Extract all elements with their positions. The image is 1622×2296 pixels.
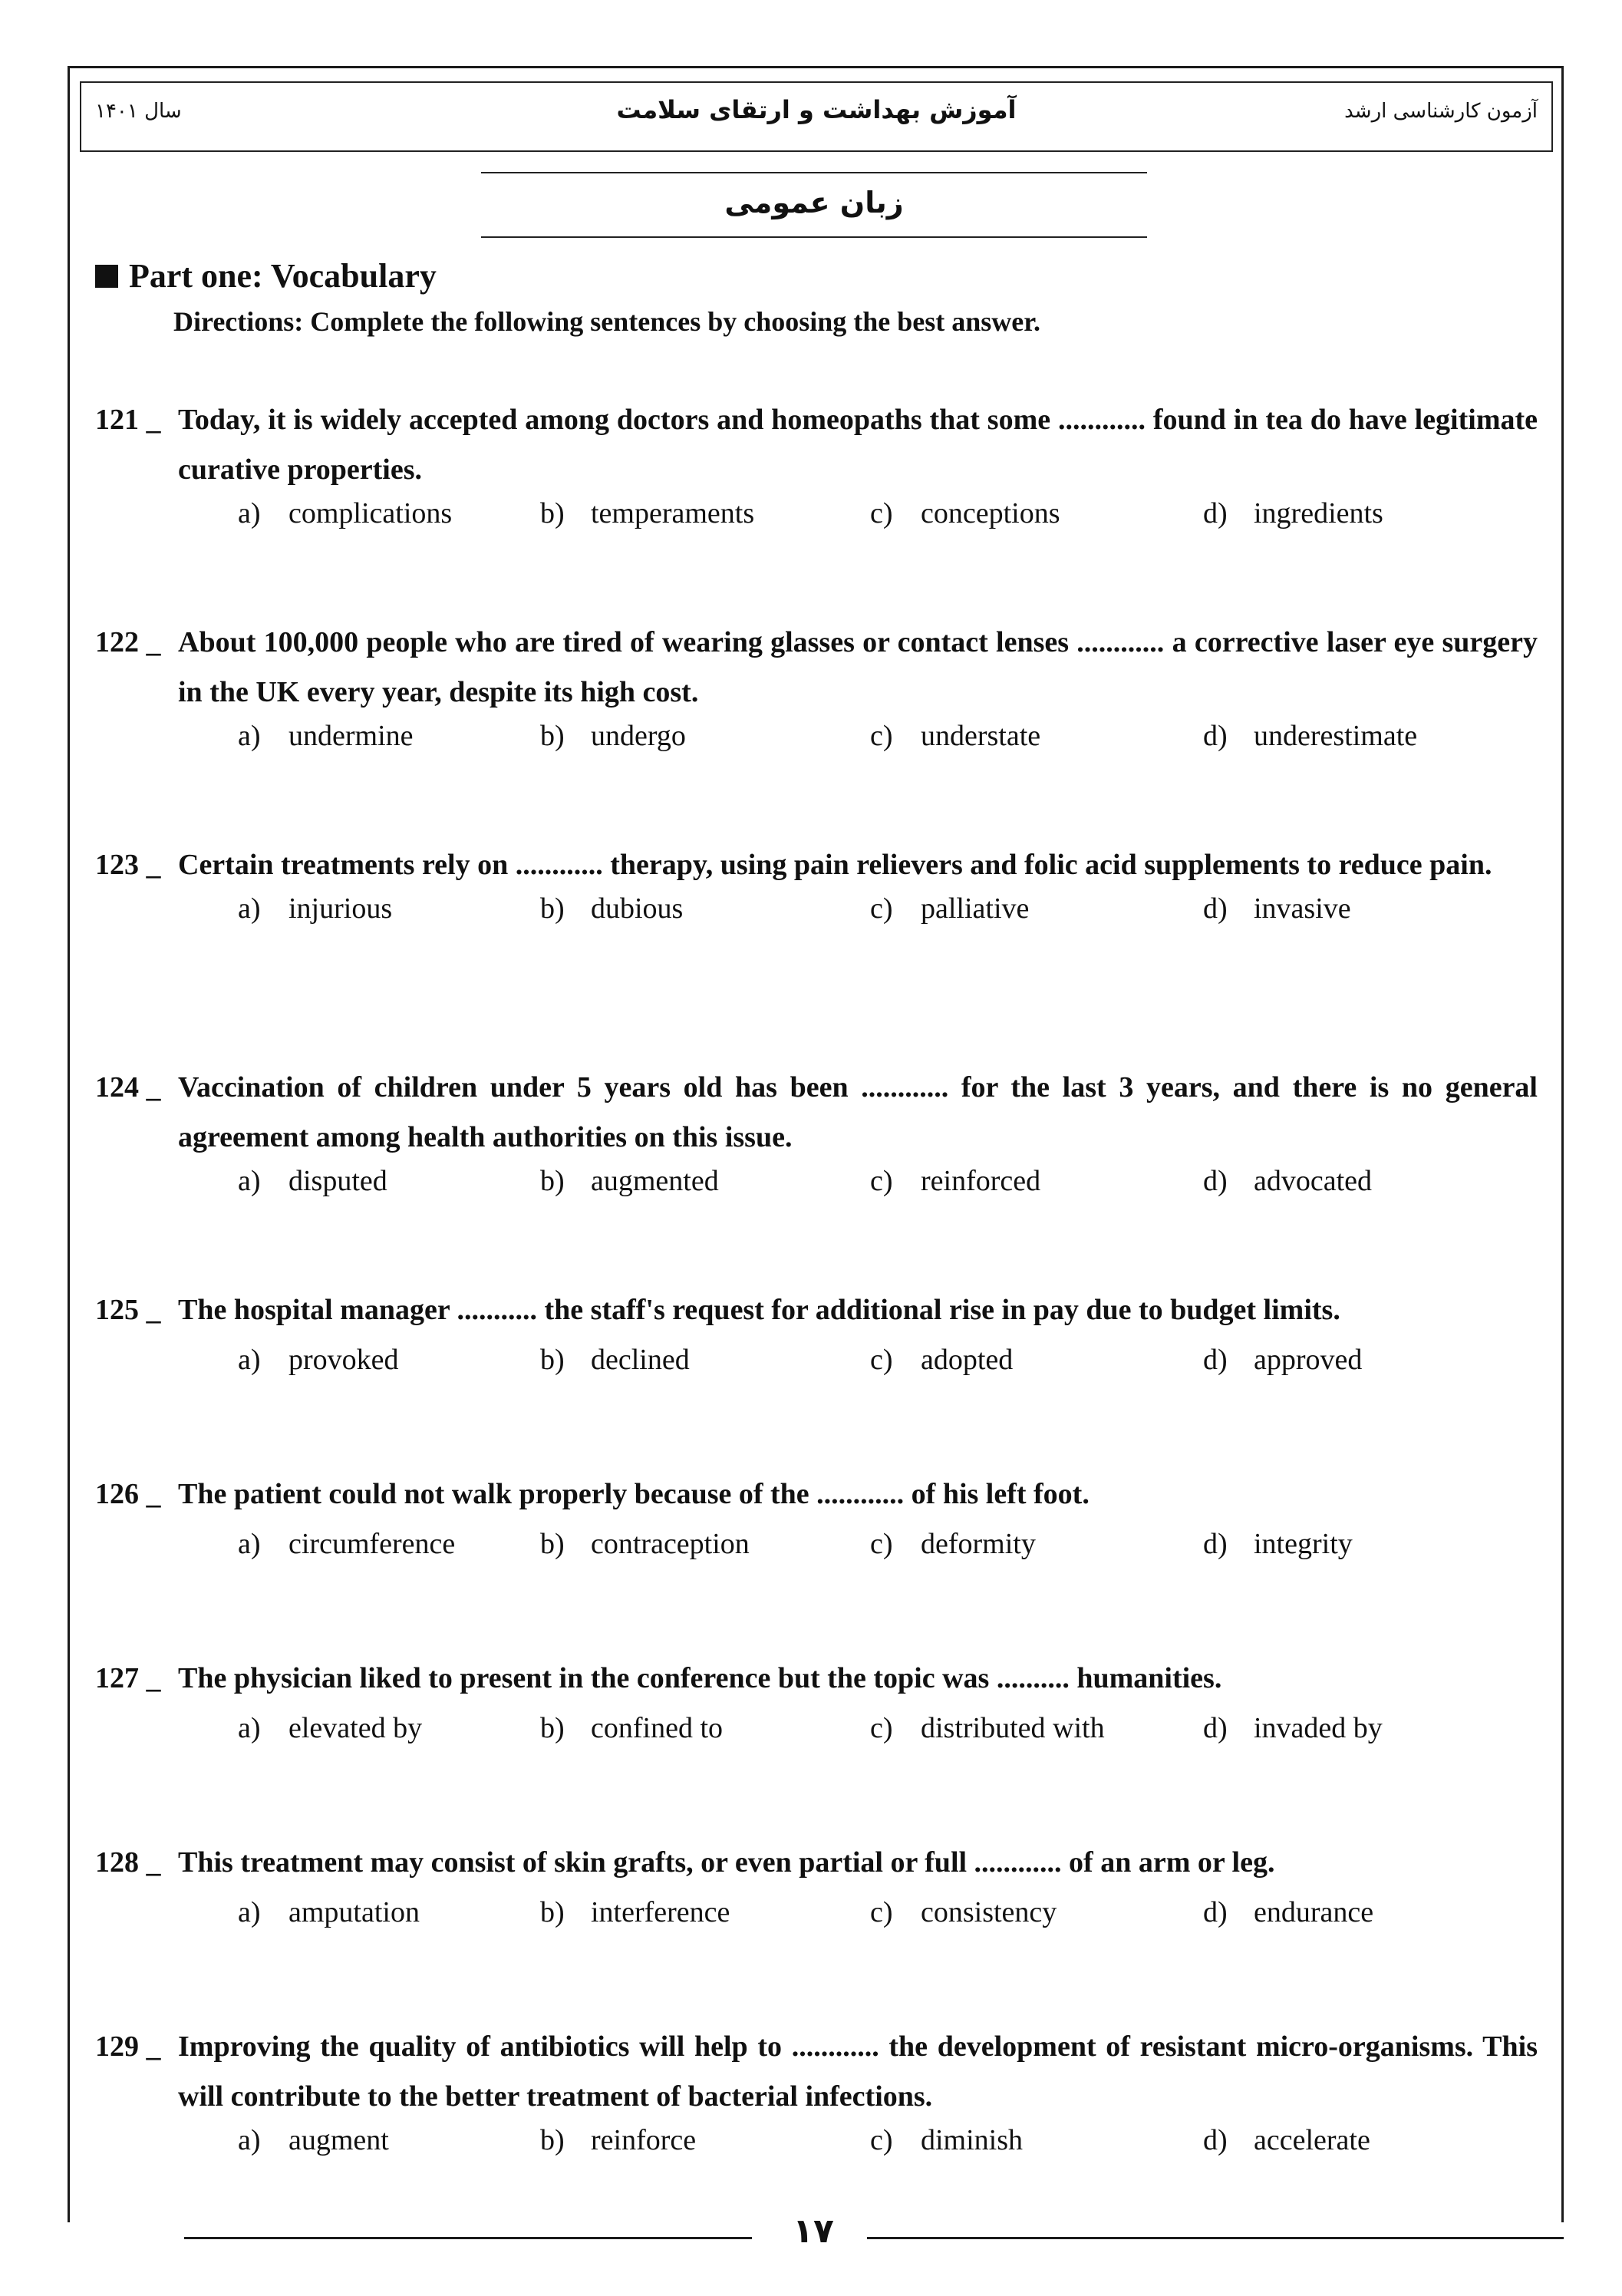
option-a[interactable] bbox=[238, 496, 452, 530]
option-text: conceptions bbox=[921, 497, 1060, 529]
option-letter: a) bbox=[238, 1528, 261, 1560]
option-c[interactable] bbox=[870, 1343, 1013, 1377]
option-letter: b) bbox=[540, 1896, 565, 1928]
options-row bbox=[95, 496, 1538, 535]
question-stem bbox=[95, 1838, 1538, 1888]
question-text: Today, it is widely accepted among doctors and homeopaths that some ............ found in tea do have legitimate curative properties. bbox=[178, 404, 1538, 486]
option-letter: a) bbox=[238, 1344, 261, 1376]
option-d[interactable] bbox=[1203, 1343, 1362, 1377]
footer-rule-left bbox=[184, 2237, 752, 2239]
question-stem bbox=[95, 1063, 1538, 1163]
options-row bbox=[95, 2123, 1538, 2162]
option-letter: c) bbox=[870, 1712, 893, 1744]
option-c[interactable] bbox=[870, 1711, 1105, 1745]
option-text: dubious bbox=[591, 892, 684, 925]
question-128 bbox=[95, 1838, 1538, 1934]
option-text: understate bbox=[921, 720, 1041, 752]
option-letter: c) bbox=[870, 1896, 893, 1928]
option-text: integrity bbox=[1254, 1528, 1353, 1560]
option-c[interactable] bbox=[870, 719, 1040, 753]
part-heading bbox=[95, 256, 437, 295]
option-letter: c) bbox=[870, 1528, 893, 1560]
question-number: 126 _ bbox=[95, 1478, 161, 1510]
option-letter: a) bbox=[238, 892, 261, 925]
option-d[interactable] bbox=[1203, 1164, 1372, 1198]
option-b[interactable] bbox=[540, 2123, 696, 2157]
option-text: injurious bbox=[288, 892, 393, 925]
option-letter: d) bbox=[1203, 892, 1228, 925]
option-b[interactable] bbox=[540, 892, 683, 925]
option-letter: d) bbox=[1203, 720, 1228, 752]
option-text: declined bbox=[591, 1344, 690, 1376]
question-126 bbox=[95, 1470, 1538, 1565]
option-text: invaded by bbox=[1254, 1712, 1383, 1744]
option-c[interactable] bbox=[870, 1164, 1040, 1198]
option-text: reinforced bbox=[921, 1165, 1041, 1197]
question-stem bbox=[95, 1470, 1538, 1519]
page-header bbox=[80, 81, 1553, 152]
option-text: complications bbox=[288, 497, 453, 529]
option-letter: a) bbox=[238, 1165, 261, 1197]
option-letter: d) bbox=[1203, 1344, 1228, 1376]
option-text: deformity bbox=[921, 1528, 1036, 1560]
options-row bbox=[95, 892, 1538, 930]
option-text: elevated by bbox=[288, 1712, 423, 1744]
question-text: Certain treatments rely on ............ therapy, using pain relievers and folic acid supplements to reduce pain. bbox=[178, 849, 1492, 881]
question-stem bbox=[95, 1654, 1538, 1704]
section-title-box bbox=[481, 172, 1147, 238]
option-text: reinforce bbox=[591, 2124, 697, 2156]
question-number: 128 _ bbox=[95, 1846, 161, 1879]
question-122 bbox=[95, 618, 1538, 757]
question-125 bbox=[95, 1285, 1538, 1381]
option-letter: c) bbox=[870, 892, 893, 925]
option-letter: d) bbox=[1203, 497, 1228, 529]
option-text: underestimate bbox=[1254, 720, 1418, 752]
option-text: circumference bbox=[288, 1528, 456, 1560]
question-129 bbox=[95, 2022, 1538, 2162]
option-letter: c) bbox=[870, 497, 893, 529]
option-a[interactable] bbox=[238, 719, 414, 753]
option-letter: d) bbox=[1203, 1896, 1228, 1928]
option-letter: b) bbox=[540, 1344, 565, 1376]
question-stem bbox=[95, 2022, 1538, 2122]
section-title: زبان عمومی bbox=[724, 186, 904, 219]
option-text: provoked bbox=[288, 1344, 399, 1376]
option-text: consistency bbox=[921, 1896, 1057, 1928]
options-row bbox=[95, 1343, 1538, 1381]
question-number: 129 _ bbox=[95, 2030, 161, 2063]
footer-rule-right bbox=[867, 2237, 1564, 2239]
directions-text: Directions: Complete the following sentences by choosing the best answer. bbox=[173, 306, 1040, 337]
options-row bbox=[95, 1711, 1538, 1750]
option-letter: d) bbox=[1203, 1712, 1228, 1744]
option-letter: a) bbox=[238, 1712, 261, 1744]
question-127 bbox=[95, 1654, 1538, 1750]
option-letter: a) bbox=[238, 2124, 261, 2156]
option-text: interference bbox=[591, 1896, 730, 1928]
option-b[interactable] bbox=[540, 1711, 723, 1745]
option-text: augment bbox=[288, 2124, 389, 2156]
header-year: سال ۱۴۰۱ bbox=[95, 100, 182, 123]
question-text: Vaccination of children under 5 years old has been ............ for the last 3 years, and there is no general agreement among health authorities on this issue. bbox=[178, 1071, 1538, 1153]
options-row bbox=[95, 719, 1538, 757]
question-stem bbox=[95, 1285, 1538, 1335]
option-d[interactable] bbox=[1203, 1711, 1383, 1745]
question-text: Improving the quality of antibiotics will help to ............ the development of resistant micro-organisms. This will contribute to the better treatment of bacterial infections. bbox=[178, 2030, 1538, 2113]
option-letter: b) bbox=[540, 2124, 565, 2156]
option-letter: b) bbox=[540, 892, 565, 925]
question-124 bbox=[95, 1063, 1538, 1202]
question-number: 122 _ bbox=[95, 626, 161, 658]
option-letter: c) bbox=[870, 1165, 893, 1197]
option-b[interactable] bbox=[540, 1164, 719, 1198]
option-text: diminish bbox=[921, 2124, 1024, 2156]
option-c[interactable] bbox=[870, 892, 1029, 925]
option-b[interactable] bbox=[540, 1343, 690, 1377]
header-exam-title: آزمون کارشناسی ارشد bbox=[1344, 100, 1538, 123]
question-text: About 100,000 people who are tired of wearing glasses or contact lenses ............ a corrective laser eye surgery in the UK every year, despite its high cost. bbox=[178, 626, 1538, 708]
black-square-icon bbox=[95, 265, 118, 288]
option-c[interactable] bbox=[870, 1895, 1057, 1929]
option-text: palliative bbox=[921, 892, 1030, 925]
option-text: contraception bbox=[591, 1528, 750, 1560]
option-a[interactable] bbox=[238, 1164, 387, 1198]
option-text: confined to bbox=[591, 1712, 724, 1744]
question-number: 124 _ bbox=[95, 1071, 161, 1103]
option-letter: b) bbox=[540, 720, 565, 752]
option-a[interactable] bbox=[238, 1895, 420, 1929]
option-text: augmented bbox=[591, 1165, 719, 1197]
option-b[interactable] bbox=[540, 1527, 750, 1561]
header-field-title: آموزش بهداشت و ارتقای سلامت bbox=[616, 95, 1017, 124]
option-c[interactable] bbox=[870, 496, 1060, 530]
option-letter: a) bbox=[238, 720, 261, 752]
option-d[interactable] bbox=[1203, 2123, 1370, 2157]
option-letter: a) bbox=[238, 497, 261, 529]
option-letter: b) bbox=[540, 1712, 565, 1744]
option-a[interactable] bbox=[238, 892, 392, 925]
question-123 bbox=[95, 840, 1538, 930]
option-letter: a) bbox=[238, 1896, 261, 1928]
question-text: This treatment may consist of skin grafts, or even partial or full ............ of an arm or leg. bbox=[178, 1846, 1275, 1879]
option-d[interactable] bbox=[1203, 1895, 1373, 1929]
option-text: adopted bbox=[921, 1344, 1014, 1376]
option-a[interactable] bbox=[238, 1527, 455, 1561]
option-text: undergo bbox=[591, 720, 686, 752]
question-number: 127 _ bbox=[95, 1662, 161, 1694]
option-letter: d) bbox=[1203, 1528, 1228, 1560]
option-text: distributed with bbox=[921, 1712, 1105, 1744]
part-title: Part one: Vocabulary bbox=[129, 257, 437, 295]
question-121 bbox=[95, 395, 1538, 535]
option-letter: b) bbox=[540, 497, 565, 529]
option-d[interactable] bbox=[1203, 892, 1351, 925]
question-text: The physician liked to present in the conference but the topic was .......... humanities. bbox=[178, 1662, 1222, 1694]
question-number: 123 _ bbox=[95, 849, 161, 881]
option-a[interactable] bbox=[238, 1343, 399, 1377]
question-text: The patient could not walk properly because of the ............ of his left foot. bbox=[178, 1478, 1090, 1510]
question-number: 121 _ bbox=[95, 404, 161, 436]
question-number: 125 _ bbox=[95, 1294, 161, 1326]
option-letter: d) bbox=[1203, 2124, 1228, 2156]
option-letter: d) bbox=[1203, 1165, 1228, 1197]
option-text: accelerate bbox=[1254, 2124, 1370, 2156]
option-b[interactable] bbox=[540, 1895, 730, 1929]
option-c[interactable] bbox=[870, 1527, 1036, 1561]
option-letter: c) bbox=[870, 2124, 893, 2156]
option-d[interactable] bbox=[1203, 1527, 1353, 1561]
option-letter: c) bbox=[870, 1344, 893, 1376]
option-text: approved bbox=[1254, 1344, 1363, 1376]
question-stem bbox=[95, 395, 1538, 495]
option-b[interactable] bbox=[540, 719, 686, 753]
option-letter: c) bbox=[870, 720, 893, 752]
option-d[interactable] bbox=[1203, 719, 1417, 753]
option-c[interactable] bbox=[870, 2123, 1023, 2157]
question-stem bbox=[95, 840, 1538, 890]
option-d[interactable] bbox=[1203, 496, 1383, 530]
options-row bbox=[95, 1895, 1538, 1934]
option-a[interactable] bbox=[238, 1711, 422, 1745]
question-stem bbox=[95, 618, 1538, 718]
option-letter: b) bbox=[540, 1165, 565, 1197]
option-text: ingredients bbox=[1254, 497, 1383, 529]
option-b[interactable] bbox=[540, 496, 754, 530]
option-text: disputed bbox=[288, 1165, 387, 1197]
option-text: amputation bbox=[288, 1896, 420, 1928]
option-text: invasive bbox=[1254, 892, 1351, 925]
option-text: undermine bbox=[288, 720, 414, 752]
option-letter: b) bbox=[540, 1528, 565, 1560]
options-row bbox=[95, 1527, 1538, 1565]
option-text: advocated bbox=[1254, 1165, 1373, 1197]
question-text: The hospital manager ........... the staff's request for additional rise in pay due to budget limits. bbox=[178, 1294, 1340, 1326]
options-row bbox=[95, 1164, 1538, 1202]
option-text: temperaments bbox=[591, 497, 755, 529]
option-a[interactable] bbox=[238, 2123, 389, 2157]
option-text: endurance bbox=[1254, 1896, 1374, 1928]
page-number: ۱۷ bbox=[793, 2212, 834, 2251]
